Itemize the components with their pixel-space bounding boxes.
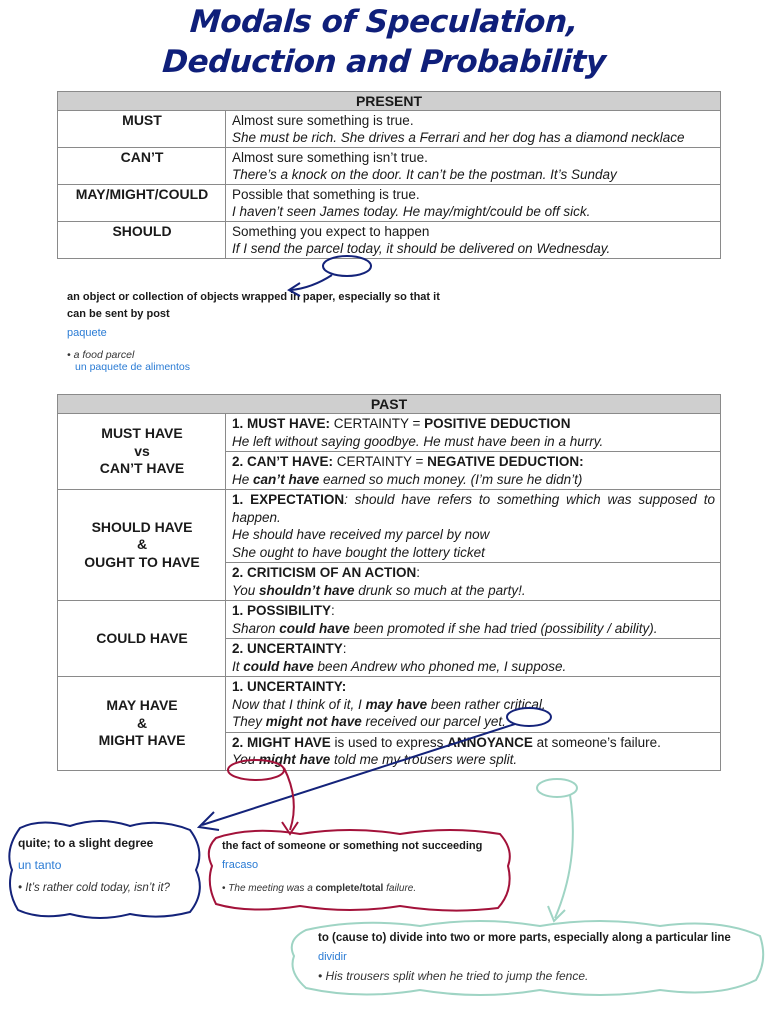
rather-translation: un tanto	[18, 858, 62, 872]
modal-label: MUST	[58, 111, 226, 148]
example-text: If I send the parcel today, it should be delivered on Wednesday.	[232, 241, 611, 256]
meaning-text: Possible that something is true.	[232, 187, 420, 202]
table-row: 2. CAN’T HAVE: CERTAINTY = NEGATIVE DEDUCTION: He can’t have earned so much money. (I’m sure he didn’t)	[58, 452, 721, 490]
past-header: PAST	[58, 395, 721, 414]
modal-label: CAN’T	[58, 148, 226, 185]
present-header: PRESENT	[58, 92, 721, 111]
table-row: SHOULD HAVE & OUGHT TO HAVE 1. EXPECTATION: should have refers to something which was supposed to happen. He should have received my parcel by now She ought to have bought the lottery ticket	[58, 490, 721, 563]
meaning-text: Almost sure something is true.	[232, 113, 414, 128]
failure-example: • The meeting was a complete/total failure.	[222, 883, 417, 894]
modal-label: SHOULD	[58, 222, 226, 259]
page-title-line2: Deduction and Probability	[161, 44, 607, 80]
parcel-translation: paquete	[67, 327, 107, 339]
failure-translation: fracaso	[222, 859, 259, 871]
meaning-text: Almost sure something isn’t true.	[232, 150, 428, 165]
split-translation: dividir	[318, 951, 347, 963]
table-row	[58, 222, 721, 259]
parcel-definition: an object or collection of objects wrapped in paper, especially so that it can be sent by post	[67, 291, 440, 320]
modal-label: MUST HAVE vs CAN’T HAVE	[58, 414, 226, 490]
modal-label: COULD HAVE	[58, 601, 226, 677]
failure-arrowhead	[282, 822, 298, 834]
past-table	[57, 394, 721, 771]
failure-arrow	[284, 768, 294, 830]
rather-definition: quite; to a slight degree	[18, 836, 154, 850]
table-row: MAY HAVE & MIGHT HAVE 1. UNCERTAINTY: Now that I think of it, I may have been rather critical. They might not have received our parcel yet.	[58, 677, 721, 733]
example-text: I haven’t seen James today. He may/might/could be off sick.	[232, 204, 591, 219]
table-row	[58, 185, 721, 222]
table-row	[58, 111, 721, 148]
split-arrow	[555, 795, 573, 918]
modal-label: SHOULD HAVE & OUGHT TO HAVE	[58, 490, 226, 601]
present-table	[57, 91, 721, 259]
split-arrowhead	[548, 906, 565, 921]
example-text: There’s a knock on the door. It can’t be the postman. It’s Sunday	[232, 167, 617, 182]
parcel-circle	[323, 256, 371, 276]
split-note	[318, 932, 763, 983]
parcel-note	[67, 289, 447, 373]
table-row: 2. UNCERTAINTY: It could have been Andrew who phoned me, I suppose.	[58, 639, 721, 677]
modal-label: MAY HAVE & MIGHT HAVE	[58, 677, 226, 771]
split-example: • His trousers split when he tried to jump the fence.	[318, 969, 589, 983]
failure-definition: the fact of someone or something not succeeding	[222, 840, 483, 852]
split-definition: to (cause to) divide into two or more parts, especially along a particular line	[318, 932, 731, 944]
parcel-example-translation: un paquete de alimentos	[75, 361, 191, 373]
table-row: MUST HAVE vs CAN’T HAVE 1. MUST HAVE: CERTAINTY = POSITIVE DEDUCTION He left without saying goodbye. He must have been in a hurry.	[58, 414, 721, 452]
parcel-arrow	[291, 275, 332, 290]
rather-arrowhead	[199, 812, 219, 830]
meaning-text: Something you expect to happen	[232, 224, 430, 239]
table-row: 2. CRITICISM OF AN ACTION: You shouldn’t have drunk so much at the party!.	[58, 563, 721, 601]
table-row: COULD HAVE 1. POSSIBILITY: Sharon could have been promoted if she had tried (possibility / ability).	[58, 601, 721, 639]
failure-note	[222, 840, 507, 894]
example-text: She must be rich. She drives a Ferrari and her dog has a diamond necklace	[232, 130, 685, 145]
split-circle	[537, 779, 577, 797]
parcel-example: • a food parcel	[67, 349, 135, 361]
rather-note	[18, 836, 198, 894]
rather-example: • It’s rather cold today, isn’t it?	[18, 882, 170, 894]
page-title-line1: Modals of Speculation,	[188, 4, 580, 40]
modal-label: MAY/MIGHT/COULD	[58, 185, 226, 222]
table-row: 2. MIGHT HAVE is used to express ANNOYANCE at someone’s failure. You might have told me my trousers were split.	[58, 732, 721, 770]
table-row	[58, 148, 721, 185]
